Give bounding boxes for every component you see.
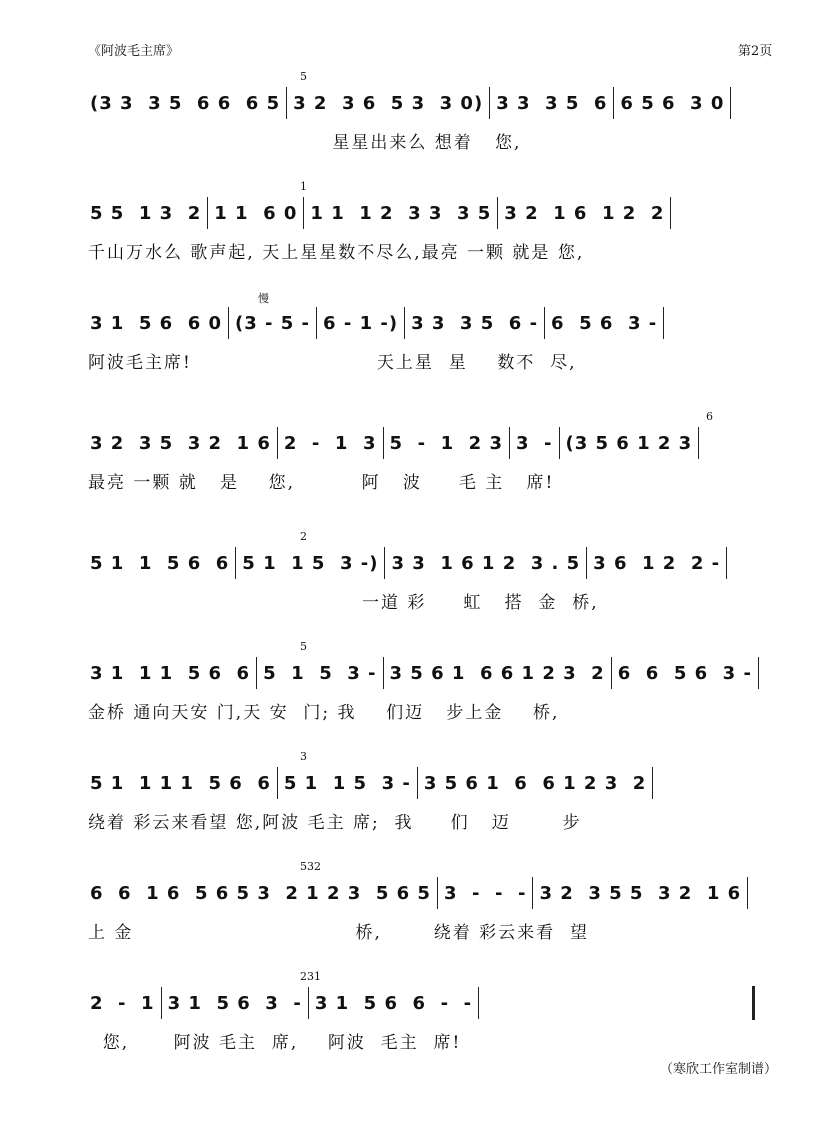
measure: 3 5 6 1 6 6 1 2 3 2 — [423, 772, 647, 794]
bar-line — [544, 307, 545, 339]
staff-system — [0, 180, 837, 278]
bar-line — [286, 87, 287, 119]
measure: 3 1 5 6 6 0 — [90, 312, 223, 334]
measure: 3 - - - — [443, 882, 527, 904]
grace-note-annotation: 2 — [300, 530, 307, 543]
grace-note-annotation: 1 — [300, 180, 307, 193]
bar-line — [730, 87, 731, 119]
grace-note-annotation: 532 — [300, 860, 321, 873]
bar-line — [417, 767, 418, 799]
grace-note-annotation: 慢 — [258, 292, 269, 305]
bar-line — [161, 987, 162, 1019]
measure: 6 6 5 6 3 - — [617, 662, 752, 684]
notation-line — [90, 88, 770, 118]
page-number: 第2页 — [738, 44, 773, 59]
bar-line — [670, 197, 671, 229]
measure: 6 - 1 -) — [323, 312, 399, 334]
final-bar-line — [752, 986, 755, 1020]
lyrics-line: 绕着 彩云来看望 您,阿波 毛主 席; 我 们 迈 步 — [88, 813, 582, 833]
bar-line — [256, 657, 257, 689]
measure: 5 1 1 5 3 - — [283, 772, 411, 794]
bar-line — [383, 427, 384, 459]
bar-line — [383, 657, 384, 689]
bar-line — [384, 547, 385, 579]
grace-note-annotation: 3 — [300, 750, 307, 763]
notation-line — [90, 988, 770, 1018]
lyrics-line: 最亮 一颗 就 是 您, 阿 波 毛 主 席! — [88, 473, 555, 493]
lyrics-line: 千山万水么 歌声起, 天上星星数不尽么,最亮 一颗 就是 您, — [88, 243, 585, 263]
measure: 6 6 1 6 5 6 5 3 2 1 2 3 5 6 5 — [90, 882, 431, 904]
staff-system — [0, 530, 837, 628]
lyrics-line: 您, 阿波 毛主 席, 阿波 毛主 席! — [88, 1033, 462, 1053]
measure: 3 3 3 5 6 - — [411, 312, 539, 334]
staff-system — [0, 70, 837, 168]
measure: 3 1 5 6 6 - - — [314, 992, 473, 1014]
measure: 5 1 5 3 - — [263, 662, 377, 684]
measure: 2 - 1 — [90, 992, 155, 1014]
bar-line — [652, 767, 653, 799]
bar-line — [497, 197, 498, 229]
lyrics-line: 金桥 通向天安 门,天 安 门; 我 们迈 步上金 桥, — [88, 703, 560, 723]
bar-line — [532, 877, 533, 909]
staff-system — [0, 410, 837, 508]
measure: 3 2 3 6 5 3 3 0) — [293, 92, 484, 114]
lyrics-line: 星星出来么 想着 您, — [88, 133, 522, 153]
grace-note-annotation: 231 — [300, 970, 321, 983]
bar-line — [509, 427, 510, 459]
bar-line — [559, 427, 560, 459]
measure: 5 - 1 2 3 — [389, 432, 503, 454]
bar-line — [437, 877, 438, 909]
measure: 5 1 1 5 6 6 — [90, 552, 230, 574]
staff-system — [0, 640, 837, 738]
notation-line — [90, 308, 770, 338]
bar-line — [586, 547, 587, 579]
bar-line — [308, 987, 309, 1019]
staff-system — [0, 750, 837, 848]
bar-line — [235, 547, 236, 579]
measure: 3 3 3 5 6 — [496, 92, 608, 114]
measure: 5 1 1 1 1 5 6 6 — [90, 772, 271, 794]
bar-line — [489, 87, 490, 119]
lyrics-line: 一道 彩 虹 搭 金 桥, — [88, 593, 599, 613]
measure: 3 - — [515, 432, 553, 454]
bar-line — [207, 197, 208, 229]
score-title: 《阿波毛主席》 — [88, 44, 180, 59]
grace-note-annotation: 5 — [300, 640, 307, 653]
bar-line — [758, 657, 759, 689]
bar-line — [404, 307, 405, 339]
notation-line — [90, 658, 770, 688]
staff-system — [0, 970, 837, 1068]
measure: 5 1 1 5 3 -) — [242, 552, 379, 574]
bar-line — [478, 987, 479, 1019]
bar-line — [613, 87, 614, 119]
bar-line — [277, 427, 278, 459]
measure: 3 6 1 2 2 - — [593, 552, 721, 574]
bar-line — [611, 657, 612, 689]
measure: 1 1 6 0 — [214, 202, 298, 224]
measure: 6 5 6 3 - — [551, 312, 658, 334]
staff-system — [0, 292, 837, 388]
notation-line — [90, 198, 770, 228]
notation-line — [90, 878, 770, 908]
measure: 2 - 1 3 — [283, 432, 377, 454]
credit-line: （寒欣工作室制谱） — [660, 1062, 778, 1077]
measure: (3 - 5 - — [235, 312, 311, 334]
notation-line — [90, 428, 770, 458]
bar-line — [726, 547, 727, 579]
measure: 5 5 1 3 2 — [90, 202, 202, 224]
measure: 3 1 5 6 3 - — [167, 992, 302, 1014]
measure: 3 2 3 5 3 2 1 6 — [90, 432, 271, 454]
measure: 3 3 1 6 1 2 3 . 5 — [391, 552, 581, 574]
measure: 3 1 1 1 5 6 6 — [90, 662, 251, 684]
bar-line — [747, 877, 748, 909]
lyrics-line: 上 金 桥, 绕着 彩云来看 望 — [88, 923, 589, 943]
measure: 6 5 6 3 0 — [620, 92, 725, 114]
bar-line — [698, 427, 699, 459]
measure: 3 2 3 5 5 3 2 1 6 — [539, 882, 742, 904]
bar-line — [228, 307, 229, 339]
measure: (3 3 3 5 6 6 6 5 — [90, 92, 281, 114]
notation-line — [90, 548, 770, 578]
measure: 3 2 1 6 1 2 2 — [504, 202, 665, 224]
staff-system — [0, 860, 837, 958]
grace-note-annotation: 5 — [300, 70, 307, 83]
bar-line — [303, 197, 304, 229]
measure: 1 1 1 2 3 3 3 5 — [310, 202, 492, 224]
grace-note-annotation: 6 — [706, 410, 713, 423]
measure: 3 5 6 1 6 6 1 2 3 2 — [389, 662, 605, 684]
notation-line — [90, 768, 770, 798]
lyrics-line: 阿波毛主席! 天上星 星 数不 尽, — [88, 353, 577, 373]
measure: (3 5 6 1 2 3 — [565, 432, 693, 454]
bar-line — [277, 767, 278, 799]
bar-line — [316, 307, 317, 339]
bar-line — [663, 307, 664, 339]
